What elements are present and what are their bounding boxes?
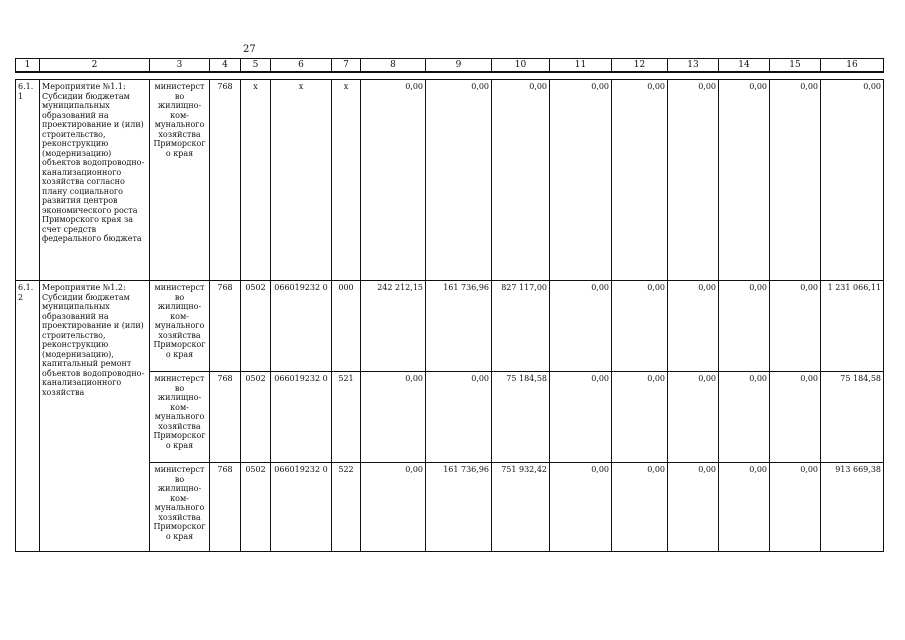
amount-cell: 0,00 (492, 80, 550, 281)
amount-cell: 0,00 (668, 281, 719, 372)
amount-cell: 161 736,96 (426, 281, 492, 372)
amount-cell: 0,00 (719, 281, 770, 372)
column-header: 12 (612, 59, 668, 73)
measure-description: Мероприятие №1.2: Субсидии бюджетам муниципальных образований на проектирование и (или) строительство, реконструкцию (модернизацию), капитальный ремонт объектов водопроводно-канализационного хозяйства (40, 281, 150, 552)
expense-type-cell: 521 (332, 372, 361, 463)
total-amount-cell: 0,00 (821, 80, 884, 281)
amount-cell: 0,00 (612, 80, 668, 281)
column-header: 6 (271, 59, 332, 73)
amount-cell: 0,00 (770, 372, 821, 463)
row-id: 6.1.1 (16, 80, 40, 281)
amount-cell: 0,00 (550, 372, 612, 463)
amount-cell: 0,00 (612, 281, 668, 372)
section-code-cell: 0502 (241, 463, 271, 552)
budget-table (15, 58, 884, 552)
target-article-cell: 066019232 0 (271, 372, 332, 463)
column-header: 5 (241, 59, 271, 73)
measure-description: Мероприятие №1.1: Субсидии бюджетам муниципальных образований на проектирование и (или) строительство, реконструкцию (модернизацию) объектов водопроводно-канализационного хозяйства согласно плану социального развития центров экономического роста Приморского края за счет средств федерального бюджета (40, 80, 150, 281)
section-code-cell: x (241, 80, 271, 281)
column-header: 11 (550, 59, 612, 73)
executor-cell: министерст во жилищно-ком-мунального хозяйства Приморског о края (150, 463, 210, 552)
header-gap (16, 72, 884, 80)
target-article-cell: 066019232 0 (271, 281, 332, 372)
section-code-cell: 0502 (241, 281, 271, 372)
grbs-code-cell: 768 (210, 281, 241, 372)
amount-cell: 0,00 (612, 463, 668, 552)
amount-cell: 0,00 (770, 281, 821, 372)
total-amount-cell: 75 184,58 (821, 372, 884, 463)
amount-cell: 751 932,42 (492, 463, 550, 552)
column-header: 14 (719, 59, 770, 73)
amount-cell: 0,00 (361, 372, 426, 463)
grbs-code-cell: 768 (210, 80, 241, 281)
amount-cell: 0,00 (550, 463, 612, 552)
table-header-row (16, 59, 884, 73)
amount-cell: 0,00 (668, 80, 719, 281)
column-header: 4 (210, 59, 241, 73)
amount-cell: 0,00 (719, 463, 770, 552)
executor-cell: министерст во жилищно-ком-мунального хозяйства Приморског о края (150, 372, 210, 463)
column-header: 16 (821, 59, 884, 73)
row-id: 6.1.2 (16, 281, 40, 552)
amount-cell: 0,00 (770, 463, 821, 552)
executor-cell: министерст во жилищно-ком-мунального хозяйства Приморског о края (150, 80, 210, 281)
expense-type-cell: x (332, 80, 361, 281)
amount-cell: 0,00 (719, 80, 770, 281)
expense-type-cell: 000 (332, 281, 361, 372)
total-amount-cell: 913 669,38 (821, 463, 884, 552)
table-row (16, 281, 884, 372)
table-row (16, 80, 884, 281)
amount-cell: 0,00 (426, 80, 492, 281)
amount-cell: 827 117,00 (492, 281, 550, 372)
amount-cell: 0,00 (550, 281, 612, 372)
executor-cell: министерст во жилищно-ком-мунального хозяйства Приморског о края (150, 281, 210, 372)
column-header: 1 (16, 59, 40, 73)
amount-cell: 242 212,15 (361, 281, 426, 372)
amount-cell: 0,00 (612, 372, 668, 463)
amount-cell: 0,00 (719, 372, 770, 463)
amount-cell: 75 184,58 (492, 372, 550, 463)
column-header: 15 (770, 59, 821, 73)
amount-cell: 0,00 (361, 80, 426, 281)
page-number: 27 (243, 44, 256, 55)
column-header: 8 (361, 59, 426, 73)
target-article-cell: 066019232 0 (271, 463, 332, 552)
amount-cell: 161 736,96 (426, 463, 492, 552)
amount-cell: 0,00 (361, 463, 426, 552)
grbs-code-cell: 768 (210, 463, 241, 552)
column-header: 2 (40, 59, 150, 73)
target-article-cell: x (271, 80, 332, 281)
expense-type-cell: 522 (332, 463, 361, 552)
amount-cell: 0,00 (668, 372, 719, 463)
column-header: 3 (150, 59, 210, 73)
column-header: 13 (668, 59, 719, 73)
section-code-cell: 0502 (241, 372, 271, 463)
column-header: 7 (332, 59, 361, 73)
amount-cell: 0,00 (426, 372, 492, 463)
grbs-code-cell: 768 (210, 372, 241, 463)
amount-cell: 0,00 (550, 80, 612, 281)
amount-cell: 0,00 (770, 80, 821, 281)
column-header: 9 (426, 59, 492, 73)
amount-cell: 0,00 (668, 463, 719, 552)
column-header: 10 (492, 59, 550, 73)
total-amount-cell: 1 231 066,11 (821, 281, 884, 372)
